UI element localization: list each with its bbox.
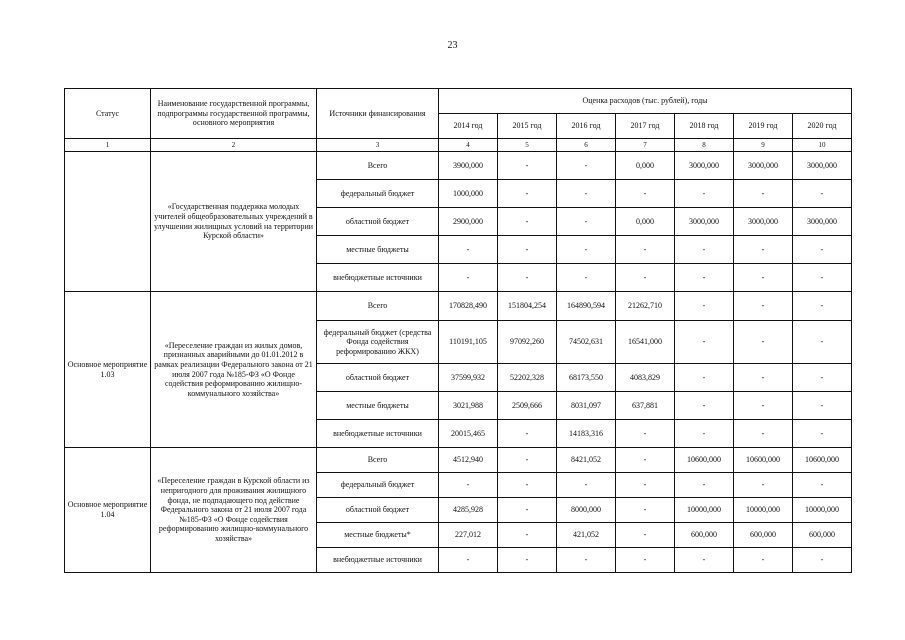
value-cell: 164890,594 [557,292,616,321]
value-cell: 68173,550 [557,364,616,392]
value-cell: - [675,548,734,573]
value-cell: - [793,473,852,498]
header-status: Статус [65,89,151,139]
value-cell: 2900,000 [439,208,498,236]
value-cell: 10000,000 [793,498,852,523]
program-name-cell: «Государственная поддержка молодых учителей общеобразовательных учреждений в улучшении жилищных условий на территории Курской области» [151,152,317,292]
value-cell: - [675,321,734,364]
value-cell: - [793,236,852,264]
value-cell: - [498,498,557,523]
value-cell: - [439,473,498,498]
value-cell: 21262,710 [616,292,675,321]
value-cell: - [498,208,557,236]
table-row [65,152,852,180]
value-cell: - [557,236,616,264]
source-cell: внебюджетные источники [317,420,439,448]
value-cell: - [616,180,675,208]
column-number: 3 [317,139,439,152]
value-cell: 3900,000 [439,152,498,180]
value-cell: - [675,364,734,392]
value-cell: 3000,000 [734,152,793,180]
header-year: 2019 год [734,114,793,139]
value-cell: - [734,548,793,573]
value-cell: 4083,829 [616,364,675,392]
value-cell: 637,881 [616,392,675,420]
value-cell: - [439,236,498,264]
value-cell: - [675,473,734,498]
header-estimate: Оценка расходов (тыс. рублей), годы [439,89,852,114]
value-cell: 3000,000 [734,208,793,236]
value-cell: - [793,392,852,420]
status-cell [65,152,151,292]
value-cell: 10600,000 [793,448,852,473]
value-cell: - [439,264,498,292]
value-cell: - [557,473,616,498]
value-cell: - [675,392,734,420]
value-cell: 3000,000 [675,208,734,236]
value-cell: 227,012 [439,523,498,548]
value-cell: 170828,490 [439,292,498,321]
column-number: 9 [734,139,793,152]
value-cell: - [616,548,675,573]
value-cell: - [498,236,557,264]
header-year: 2018 год [675,114,734,139]
value-cell: - [793,292,852,321]
value-cell: - [734,321,793,364]
source-cell: внебюджетные источники [317,548,439,573]
value-cell: - [557,180,616,208]
header-year: 2014 год [439,114,498,139]
value-cell: - [734,180,793,208]
source-cell: федеральный бюджет (средства Фонда содействия реформированию ЖКХ) [317,321,439,364]
value-cell: 421,052 [557,523,616,548]
column-numbers-row [65,139,852,152]
header-sources: Источники финансирования [317,89,439,139]
value-cell: - [734,364,793,392]
value-cell: 37599,932 [439,364,498,392]
status-cell: Основное мероприятие 1.04 [65,448,151,573]
source-cell: местные бюджеты [317,392,439,420]
value-cell: 10000,000 [734,498,793,523]
source-cell: федеральный бюджет [317,180,439,208]
source-cell: областной бюджет [317,498,439,523]
value-cell: - [498,180,557,208]
value-cell: - [734,420,793,448]
value-cell: - [793,548,852,573]
value-cell: - [439,548,498,573]
value-cell: - [793,321,852,364]
column-number: 4 [439,139,498,152]
value-cell: - [498,523,557,548]
column-number: 7 [616,139,675,152]
value-cell: 8421,052 [557,448,616,473]
status-cell: Основное мероприятие 1.03 [65,292,151,448]
value-cell: 3000,000 [793,152,852,180]
value-cell: 16541,000 [616,321,675,364]
value-cell: - [616,264,675,292]
value-cell: - [616,236,675,264]
source-cell: Всего [317,448,439,473]
source-cell: местные бюджеты* [317,523,439,548]
source-cell: областной бюджет [317,208,439,236]
source-cell: Всего [317,292,439,321]
budget-table [64,88,852,573]
value-cell: 8000,000 [557,498,616,523]
value-cell: - [498,152,557,180]
value-cell: 4512,940 [439,448,498,473]
value-cell: 10000,000 [675,498,734,523]
value-cell: 2509,666 [498,392,557,420]
value-cell: 0,000 [616,152,675,180]
value-cell: 10600,000 [675,448,734,473]
value-cell: 151804,254 [498,292,557,321]
value-cell: - [498,473,557,498]
header-row [65,89,852,114]
value-cell: - [498,420,557,448]
value-cell: 74502,631 [557,321,616,364]
source-cell: Всего [317,152,439,180]
value-cell: - [616,473,675,498]
header-year: 2020 год [793,114,852,139]
value-cell: - [557,264,616,292]
value-cell: - [734,473,793,498]
table-row [65,448,852,473]
value-cell: - [734,292,793,321]
header-year: 2017 год [616,114,675,139]
value-cell: - [793,264,852,292]
value-cell: - [557,208,616,236]
value-cell: - [498,448,557,473]
value-cell: - [616,498,675,523]
table-row [65,292,852,321]
value-cell: - [498,548,557,573]
value-cell: - [734,392,793,420]
value-cell: - [675,292,734,321]
source-cell: федеральный бюджет [317,473,439,498]
value-cell: - [793,420,852,448]
column-number: 10 [793,139,852,152]
value-cell: 14183,316 [557,420,616,448]
value-cell: - [675,180,734,208]
value-cell: 3021,988 [439,392,498,420]
value-cell: 3000,000 [793,208,852,236]
value-cell: - [616,448,675,473]
source-cell: областной бюджет [317,364,439,392]
source-cell: внебюджетные источники [317,264,439,292]
value-cell: - [793,364,852,392]
value-cell: - [734,236,793,264]
program-name-cell: «Переселение граждан в Курской области из непригодного для проживания жилищного фонда, не подпадающего под действие Федерального закона от 21 июля 2007 года №185-ФЗ «О Фонде содействия реформированию жилищно-коммунального хозяйства» [151,448,317,573]
value-cell: - [498,264,557,292]
source-cell: местные бюджеты [317,236,439,264]
value-cell: 3000,000 [675,152,734,180]
value-cell: 600,000 [793,523,852,548]
value-cell: - [675,264,734,292]
page-number: 23 [447,40,458,51]
value-cell: - [616,523,675,548]
value-cell: - [793,180,852,208]
value-cell: 10600,000 [734,448,793,473]
value-cell: - [734,264,793,292]
program-name-cell: «Переселение граждан из жилых домов, признанных аварийными до 01.01.2012 в рамках реализации Федерального закона от 21 июля 2007 года №185-ФЗ «О Фонде содействия реформированию жилищно-коммунального хозяйства» [151,292,317,448]
value-cell: 600,000 [675,523,734,548]
column-number: 5 [498,139,557,152]
value-cell: 4285,928 [439,498,498,523]
header-year: 2015 год [498,114,557,139]
value-cell: 20015,465 [439,420,498,448]
value-cell: - [557,152,616,180]
header-name: Наименование государственной программы, подпрограммы государственной программы, основного мероприятия [151,89,317,139]
value-cell: - [675,236,734,264]
value-cell: - [557,548,616,573]
value-cell: - [675,420,734,448]
column-number: 6 [557,139,616,152]
column-number: 8 [675,139,734,152]
value-cell: 1000,000 [439,180,498,208]
header-year: 2016 год [557,114,616,139]
value-cell: 0,000 [616,208,675,236]
column-number: 2 [151,139,317,152]
column-number: 1 [65,139,151,152]
value-cell: 8031,097 [557,392,616,420]
value-cell: 97092,260 [498,321,557,364]
value-cell: - [616,420,675,448]
value-cell: 52202,328 [498,364,557,392]
value-cell: 600,000 [734,523,793,548]
value-cell: 110191,105 [439,321,498,364]
